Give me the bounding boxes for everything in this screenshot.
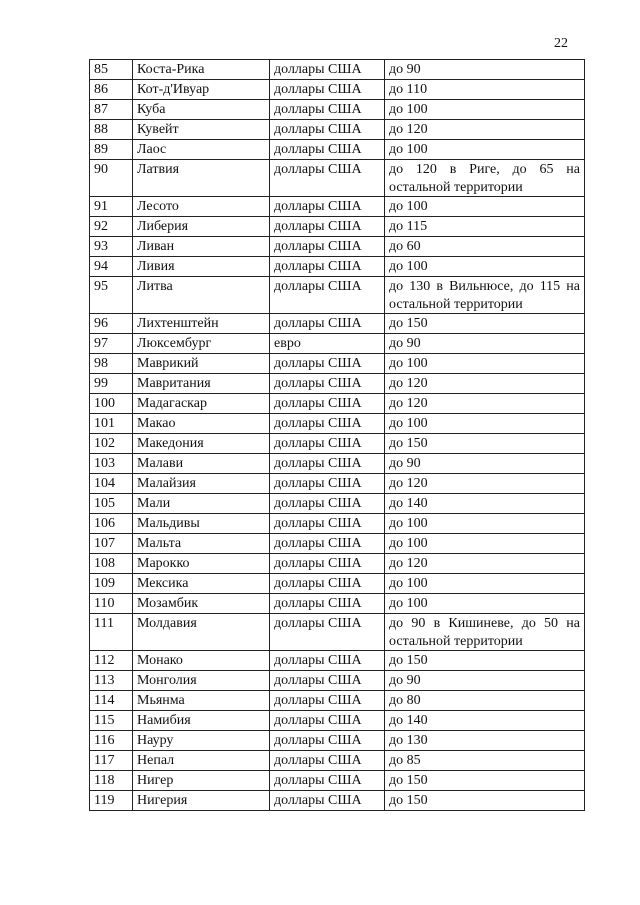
currency: доллары США: [270, 277, 385, 314]
country-name: Мальта: [133, 534, 270, 554]
row-number: 86: [90, 80, 133, 100]
limit-amount: до 100: [385, 197, 585, 217]
limit-amount: до 130: [385, 731, 585, 751]
row-number: 97: [90, 334, 133, 354]
table-row: [90, 494, 585, 514]
limit-amount: до 90 в Кишиневе, до 50 на остальной территории: [385, 614, 585, 651]
table-row: [90, 434, 585, 454]
currency: доллары США: [270, 257, 385, 277]
currency: доллары США: [270, 434, 385, 454]
row-number: 112: [90, 651, 133, 671]
currency: доллары США: [270, 691, 385, 711]
limit-amount: до 90: [385, 60, 585, 80]
limit-amount: до 90: [385, 454, 585, 474]
currency: доллары США: [270, 514, 385, 534]
currency: евро: [270, 334, 385, 354]
row-number: 88: [90, 120, 133, 140]
country-name: Лесото: [133, 197, 270, 217]
country-name: Македония: [133, 434, 270, 454]
table-row: [90, 140, 585, 160]
limit-amount: до 100: [385, 414, 585, 434]
limit-amount: до 110: [385, 80, 585, 100]
currency: доллары США: [270, 494, 385, 514]
table-row: [90, 554, 585, 574]
country-name: Монако: [133, 651, 270, 671]
limit-amount: до 90: [385, 334, 585, 354]
currency: доллары США: [270, 100, 385, 120]
table-row: [90, 454, 585, 474]
currency: доллары США: [270, 120, 385, 140]
currency: доллары США: [270, 594, 385, 614]
currency: доллары США: [270, 671, 385, 691]
row-number: 87: [90, 100, 133, 120]
table-row: [90, 671, 585, 691]
row-number: 93: [90, 237, 133, 257]
currency: доллары США: [270, 374, 385, 394]
table-row: [90, 237, 585, 257]
country-name: Лихтенштейн: [133, 314, 270, 334]
allowance-table: [89, 59, 585, 811]
currency: доллары США: [270, 197, 385, 217]
row-number: 114: [90, 691, 133, 711]
currency: доллары США: [270, 651, 385, 671]
limit-amount: до 120: [385, 474, 585, 494]
country-name: Мадагаскар: [133, 394, 270, 414]
table-row: [90, 374, 585, 394]
limit-amount: до 120 в Риге, до 65 на остальной территории: [385, 160, 585, 197]
row-number: 117: [90, 751, 133, 771]
row-number: 102: [90, 434, 133, 454]
row-number: 111: [90, 614, 133, 651]
currency: доллары США: [270, 160, 385, 197]
table-row: [90, 791, 585, 811]
currency: доллары США: [270, 414, 385, 434]
currency: доллары США: [270, 791, 385, 811]
currency: доллары США: [270, 237, 385, 257]
currency: доллары США: [270, 534, 385, 554]
table-row: [90, 80, 585, 100]
currency: доллары США: [270, 354, 385, 374]
country-name: Мальдивы: [133, 514, 270, 534]
limit-amount: до 100: [385, 534, 585, 554]
country-name: Намибия: [133, 711, 270, 731]
row-number: 110: [90, 594, 133, 614]
country-name: Коста-Рика: [133, 60, 270, 80]
limit-amount: до 150: [385, 771, 585, 791]
row-number: 101: [90, 414, 133, 434]
country-name: Ливия: [133, 257, 270, 277]
row-number: 113: [90, 671, 133, 691]
limit-amount: до 100: [385, 100, 585, 120]
row-number: 90: [90, 160, 133, 197]
country-name: Маврикий: [133, 354, 270, 374]
limit-amount: до 100: [385, 514, 585, 534]
limit-amount: до 100: [385, 594, 585, 614]
country-name: Макао: [133, 414, 270, 434]
currency: доллары США: [270, 751, 385, 771]
limit-amount: до 100: [385, 257, 585, 277]
row-number: 115: [90, 711, 133, 731]
country-name: Мали: [133, 494, 270, 514]
country-name: Монголия: [133, 671, 270, 691]
limit-amount: до 120: [385, 120, 585, 140]
table-row: [90, 160, 585, 197]
row-number: 92: [90, 217, 133, 237]
row-number: 100: [90, 394, 133, 414]
country-name: Либерия: [133, 217, 270, 237]
limit-amount: до 120: [385, 394, 585, 414]
currency: доллары США: [270, 614, 385, 651]
table-row: [90, 731, 585, 751]
limit-amount: до 115: [385, 217, 585, 237]
country-name: Кот-д'Ивуар: [133, 80, 270, 100]
country-name: Литва: [133, 277, 270, 314]
limit-amount: до 150: [385, 791, 585, 811]
country-name: Лаос: [133, 140, 270, 160]
country-name: Латвия: [133, 160, 270, 197]
table-row: [90, 651, 585, 671]
table-row: [90, 197, 585, 217]
country-name: Люксембург: [133, 334, 270, 354]
row-number: 105: [90, 494, 133, 514]
row-number: 89: [90, 140, 133, 160]
currency: доллары США: [270, 574, 385, 594]
country-name: Кувейт: [133, 120, 270, 140]
currency: доллары США: [270, 731, 385, 751]
country-name: Нигер: [133, 771, 270, 791]
currency: доллары США: [270, 394, 385, 414]
row-number: 99: [90, 374, 133, 394]
table-row: [90, 474, 585, 494]
table-row: [90, 691, 585, 711]
row-number: 107: [90, 534, 133, 554]
limit-amount: до 150: [385, 434, 585, 454]
table-body: [90, 60, 585, 811]
table-row: [90, 514, 585, 534]
table-row: [90, 217, 585, 237]
row-number: 108: [90, 554, 133, 574]
table-row: [90, 334, 585, 354]
table-row: [90, 100, 585, 120]
currency: доллары США: [270, 60, 385, 80]
limit-amount: до 150: [385, 651, 585, 671]
currency: доллары США: [270, 217, 385, 237]
row-number: 109: [90, 574, 133, 594]
table-row: [90, 354, 585, 374]
limit-amount: до 80: [385, 691, 585, 711]
row-number: 95: [90, 277, 133, 314]
country-name: Мавритания: [133, 374, 270, 394]
table-row: [90, 277, 585, 314]
currency: доллары США: [270, 711, 385, 731]
currency: доллары США: [270, 314, 385, 334]
table-row: [90, 594, 585, 614]
table-row: [90, 120, 585, 140]
row-number: 94: [90, 257, 133, 277]
limit-amount: до 150: [385, 314, 585, 334]
row-number: 104: [90, 474, 133, 494]
limit-amount: до 140: [385, 711, 585, 731]
table-row: [90, 314, 585, 334]
limit-amount: до 100: [385, 140, 585, 160]
row-number: 119: [90, 791, 133, 811]
country-name: Непал: [133, 751, 270, 771]
country-name: Мексика: [133, 574, 270, 594]
table-row: [90, 534, 585, 554]
row-number: 91: [90, 197, 133, 217]
table-row: [90, 614, 585, 651]
row-number: 116: [90, 731, 133, 751]
limit-amount: до 140: [385, 494, 585, 514]
country-name: Нигерия: [133, 791, 270, 811]
country-name: Марокко: [133, 554, 270, 574]
country-name: Ливан: [133, 237, 270, 257]
currency: доллары США: [270, 554, 385, 574]
country-name: Молдавия: [133, 614, 270, 651]
currency: доллары США: [270, 771, 385, 791]
row-number: 96: [90, 314, 133, 334]
limit-amount: до 85: [385, 751, 585, 771]
currency: доллары США: [270, 454, 385, 474]
row-number: 106: [90, 514, 133, 534]
limit-amount: до 100: [385, 574, 585, 594]
currency: доллары США: [270, 474, 385, 494]
row-number: 118: [90, 771, 133, 791]
table-row: [90, 751, 585, 771]
table-row: [90, 771, 585, 791]
table-row: [90, 414, 585, 434]
row-number: 85: [90, 60, 133, 80]
table-row: [90, 257, 585, 277]
row-number: 98: [90, 354, 133, 374]
limit-amount: до 130 в Вильнюсе, до 115 на остальной территории: [385, 277, 585, 314]
limit-amount: до 100: [385, 354, 585, 374]
currency: доллары США: [270, 80, 385, 100]
limit-amount: до 90: [385, 671, 585, 691]
limit-amount: до 120: [385, 374, 585, 394]
table-row: [90, 60, 585, 80]
currency: доллары США: [270, 140, 385, 160]
table-row: [90, 394, 585, 414]
table-row: [90, 574, 585, 594]
country-name: Науру: [133, 731, 270, 751]
country-name: Малайзия: [133, 474, 270, 494]
country-name: Мозамбик: [133, 594, 270, 614]
limit-amount: до 60: [385, 237, 585, 257]
limit-amount: до 120: [385, 554, 585, 574]
country-name: Малави: [133, 454, 270, 474]
row-number: 103: [90, 454, 133, 474]
country-name: Куба: [133, 100, 270, 120]
country-name: Мьянма: [133, 691, 270, 711]
table-row: [90, 711, 585, 731]
page-number: 22: [554, 36, 568, 51]
